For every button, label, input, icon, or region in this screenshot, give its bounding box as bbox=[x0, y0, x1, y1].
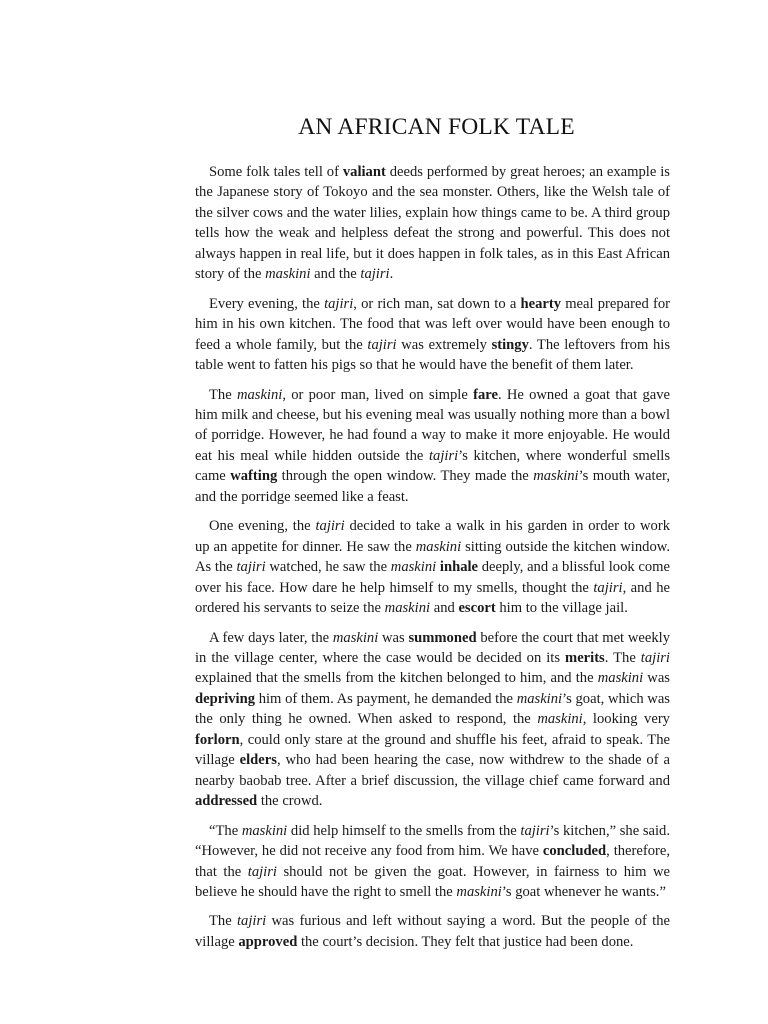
text-run: ’s goat, which was the only thing he owned. When asked to respond, the bbox=[195, 690, 670, 728]
italic-term: tajiri bbox=[236, 559, 266, 576]
vocabulary-word: wafting bbox=[230, 468, 278, 485]
vocabulary-word: summoned bbox=[408, 629, 477, 646]
italic-term: maskini bbox=[241, 822, 288, 839]
italic-term: maskini bbox=[415, 538, 462, 555]
vocabulary-word: merits bbox=[565, 649, 605, 666]
paragraph bbox=[195, 162, 670, 285]
text-run: deeds performed by great heroes; an example is the Japanese story of Tokoyo and the sea monster. Others, like the Welsh tale of the silver cows and the water lilies, explain how things came to be. A third group tells how the weak and helpless defeat the strong and powerful. This does not always happen in real life, but it does happen in folk tales, as in this East African story of the bbox=[195, 164, 670, 283]
paragraph bbox=[195, 628, 670, 812]
vocabulary-word: addressed bbox=[195, 793, 258, 810]
text-run: through the open window. They made the bbox=[277, 468, 534, 485]
text-run: The bbox=[209, 913, 237, 930]
text-run: Some folk tales tell of bbox=[209, 164, 343, 180]
italic-term: maskini bbox=[390, 559, 437, 576]
text-run: the crowd. bbox=[257, 793, 323, 810]
text-run: did help himself to the smells from the bbox=[287, 822, 521, 839]
italic-term: tajiri bbox=[428, 447, 459, 464]
paragraph bbox=[195, 294, 670, 376]
text-run: A few days later, the bbox=[209, 629, 333, 646]
text-run: , or rich man, sat down to a bbox=[353, 295, 521, 312]
italic-term: maskini bbox=[265, 266, 311, 283]
italic-term: tajiri bbox=[520, 822, 550, 839]
vocabulary-word: depriving bbox=[195, 690, 256, 707]
vocabulary-word: approved bbox=[238, 933, 298, 950]
italic-term: maskini bbox=[537, 711, 583, 728]
text-run: watched, he saw the bbox=[265, 559, 391, 576]
text-run: was bbox=[378, 629, 409, 646]
vocabulary-word: concluded bbox=[542, 843, 607, 860]
paragraph bbox=[195, 385, 670, 508]
italic-term: maskini bbox=[533, 468, 579, 485]
text-run: and the bbox=[310, 266, 361, 283]
text-run: The bbox=[209, 386, 237, 403]
text-run: was furious and left without saying a word. But the people of the village bbox=[195, 913, 671, 950]
text-run: deeply, and a blissful look come over his face. How dare he help himself to my smells, thought the bbox=[195, 559, 670, 596]
text-run: , therefore, that the bbox=[195, 843, 671, 880]
text-run: , who had been hearing the case, now withdrew to the shade of a nearby baobab tree. After a brief discussion, the village chief came forward and bbox=[195, 752, 670, 789]
text-run: was bbox=[643, 670, 670, 687]
italic-term: tajiri bbox=[236, 913, 267, 930]
vocabulary-word: stingy bbox=[491, 336, 529, 353]
text-run: meal prepared for him in his own kitchen. The food that was left over would have been enough to feed a whole family, but the bbox=[195, 295, 670, 353]
italic-term: tajiri bbox=[324, 295, 354, 312]
vocabulary-word: elders bbox=[239, 752, 277, 769]
italic-term: maskini bbox=[597, 670, 644, 687]
text-run: ’s kitchen,” she said. “However, he did not receive any food from him. We have bbox=[195, 822, 670, 860]
text-run: sitting outside the kitchen window. As the bbox=[195, 538, 670, 576]
text-run: , could only stare at the ground and shuffle his feet, afraid to speak. The village bbox=[195, 731, 670, 769]
italic-term: tajiri bbox=[247, 863, 277, 880]
text-run: ’s goat whenever he wants.” bbox=[501, 883, 666, 900]
italic-term: maskini bbox=[384, 600, 431, 617]
italic-term: maskini bbox=[516, 690, 563, 707]
text-run: the court’s decision. They felt that justice had been done. bbox=[297, 933, 634, 950]
text-run: Every evening, the bbox=[209, 295, 325, 312]
text-run: , looking very bbox=[582, 711, 670, 728]
text-run: decided to take a walk in his garden in order to work up an appetite for dinner. He saw the bbox=[195, 518, 670, 555]
italic-term: tajiri bbox=[640, 649, 670, 666]
italic-term: tajiri bbox=[315, 518, 345, 535]
text-run: . The bbox=[604, 649, 641, 666]
text-run: and bbox=[430, 600, 459, 617]
italic-term: maskini bbox=[456, 883, 502, 900]
text-run: ’s kitchen, where wonderful smells came bbox=[195, 447, 670, 485]
vocabulary-word: inhale bbox=[439, 559, 479, 576]
paragraph bbox=[195, 516, 670, 618]
text-run: him of them. As payment, he demanded the bbox=[255, 690, 517, 707]
text-run: . The leftovers from his table went to fatten his pigs so that he would have the benefit of them later. bbox=[195, 336, 670, 374]
text-run: . bbox=[389, 266, 394, 283]
text-run: , or poor man, lived on simple bbox=[282, 386, 474, 403]
text-run: ’s mouth water, and the porridge seemed like a feast. bbox=[195, 468, 670, 505]
italic-term: maskini bbox=[236, 386, 283, 403]
text-run: should not be given the goat. However, in fairness to him we believe he should have the right to smell the bbox=[195, 863, 670, 900]
vocabulary-word: forlorn bbox=[195, 731, 240, 748]
italic-term: maskini bbox=[332, 629, 379, 646]
body-text bbox=[195, 162, 670, 952]
text-run: explained that the smells from the kitchen belonged to him, and the bbox=[195, 670, 598, 687]
text-run: “The bbox=[209, 822, 242, 839]
vocabulary-word: valiant bbox=[342, 164, 386, 180]
text-run: . He owned a goat that gave him milk and cheese, but his evening meal was usually nothing more than a bowl of porridge. However, he had found a way to make it more enjoyable. He would eat his meal while hidden outside the bbox=[195, 386, 671, 464]
italic-term: tajiri bbox=[593, 579, 623, 596]
paragraph bbox=[195, 911, 670, 952]
text-run: , and he ordered his servants to seize the bbox=[195, 579, 670, 617]
text-run: before the court that met weekly in the village center, where the case would be decided on its bbox=[195, 629, 670, 666]
italic-term: tajiri bbox=[367, 336, 397, 353]
vocabulary-word: fare bbox=[473, 386, 498, 403]
text-run: One evening, the bbox=[209, 518, 316, 535]
page-title: AN AFRICAN FOLK TALE bbox=[298, 114, 575, 140]
text-run: was extremely bbox=[396, 336, 492, 353]
vocabulary-word: escort bbox=[458, 600, 496, 617]
text-run: him to the village jail. bbox=[495, 600, 628, 617]
italic-term: tajiri bbox=[360, 266, 390, 283]
paragraph bbox=[195, 821, 670, 903]
document-page bbox=[195, 112, 670, 961]
vocabulary-word: hearty bbox=[520, 295, 562, 312]
